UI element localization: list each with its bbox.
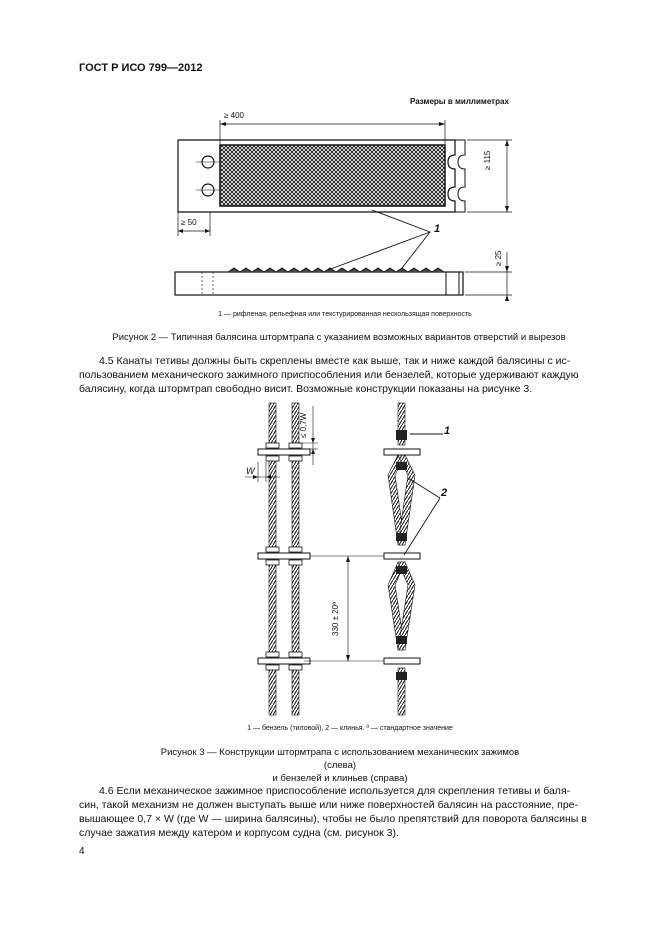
tread-profile — [228, 268, 444, 272]
callout-1: 1 — [434, 223, 441, 235]
para-line: балясину, когда штормтрап свободно висит. Возможные конструкции показаны на рисунке 3. — [79, 383, 533, 395]
page-number: 4 — [79, 846, 85, 857]
right-tread-1 — [384, 449, 420, 455]
para-line: 4.6 Если механическое зажимное приспособление используется для скрепления тетивы и баля- — [99, 785, 571, 797]
para-line: случае зажатия между катером и корпусом судна (см. рисунок 3). — [79, 827, 399, 839]
units-note: Размеры в миллиметрах — [410, 97, 509, 106]
caption-line: и бензелей и клиньев (справа) — [272, 773, 408, 784]
right-tread-3 — [384, 658, 420, 664]
dim-length-label: ≥ 400 — [224, 111, 244, 120]
dim-height-label: ≥ 25 — [494, 250, 503, 266]
dim-edge-label: ≥ 50 — [181, 218, 197, 227]
figure-3-caption — [150, 746, 530, 785]
left-tread-1 — [258, 449, 310, 455]
para-line: 4.5 Канаты тетивы должны быть скреплены вместе как выше, так и ниже каждой балясины с ис- — [99, 355, 571, 367]
dim-spacing-label: 330 ± 20ª — [331, 601, 340, 636]
dim-width-label: ≥ 115 — [483, 150, 492, 170]
figure-3-legend: 1 — бензель (тиловой), 2 — клинья. ª — стандартное значение — [247, 725, 453, 732]
callout-2: 2 — [441, 487, 448, 499]
right-tread-2 — [384, 553, 420, 559]
figure-3-drawing — [230, 400, 480, 720]
paragraph-4-6 — [79, 784, 601, 840]
dim-w-label: W — [246, 466, 255, 476]
left-tread-3 — [258, 658, 310, 664]
figure-2-caption: Рисунок 2 — Типичная балясина штормтрапа с указанием возможных вариантов отверстий и вырезов — [112, 332, 566, 343]
para-line: син, такой механизм не должен выступать выше или ниже поверхностей балясин на расстояние, пре- — [79, 799, 578, 811]
figure-2-legend: 1 — рифленая, рельефная или текстурированная нескользящая поверхность — [218, 311, 472, 318]
figure-2-drawing — [160, 105, 530, 305]
dim-clearance-label: ≤ 0,7W — [299, 412, 308, 438]
left-tread-2 — [258, 553, 310, 559]
para-line: вышающее 0,7 × W (где W — ширина балясины), чтобы не было препятствий для поворота балясины в — [79, 813, 587, 825]
non-slip-surface — [220, 145, 445, 206]
caption-line: Рисунок 3 — Конструкции штормтрапа с использованием механических зажимов (слева) — [160, 747, 520, 771]
paragraph-4-5 — [79, 354, 601, 396]
document-header: ГОСТ Р ИСО 799—2012 — [79, 62, 203, 74]
para-line: пользованием механического зажимного приспособления или бензелей, которые удерживают каждую — [79, 369, 579, 381]
callout-1: 1 — [444, 425, 451, 437]
tread-side-view — [175, 272, 463, 295]
